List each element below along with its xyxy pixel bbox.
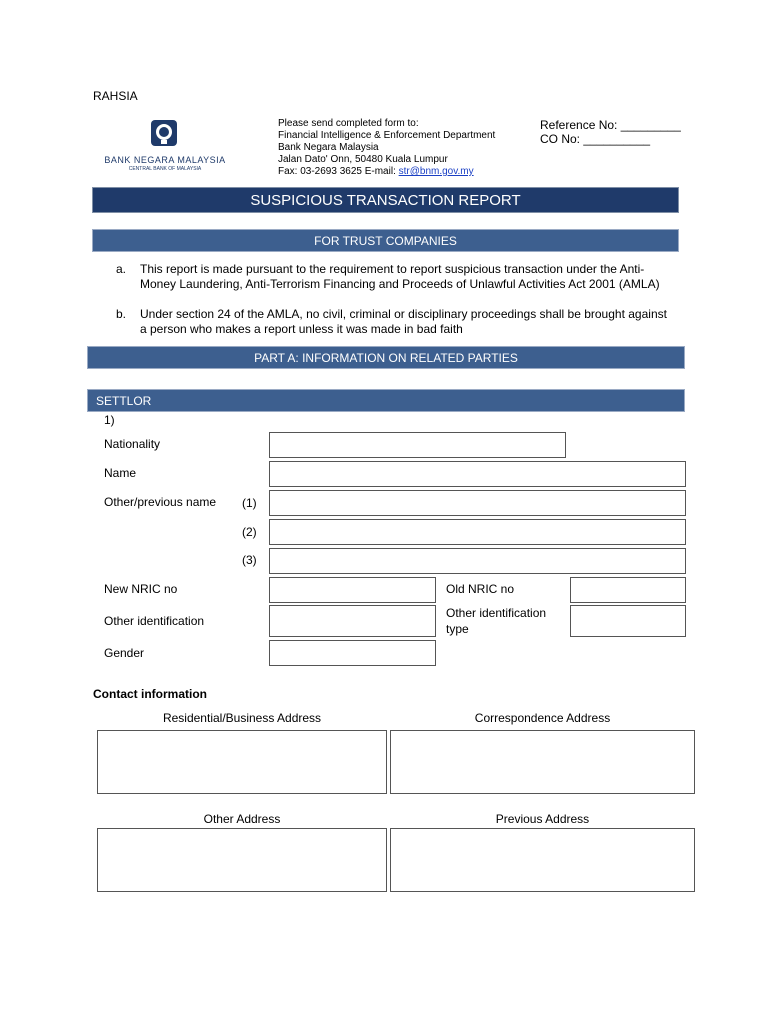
- other-name-3-field[interactable]: [269, 548, 686, 574]
- residential-address-label: Residential/Business Address: [162, 711, 322, 725]
- note-b: [116, 307, 676, 337]
- send-to-block: [278, 118, 495, 178]
- other-name-2-label: (2): [242, 525, 257, 539]
- other-id-field[interactable]: [269, 605, 436, 637]
- settlor-index: 1): [104, 413, 115, 427]
- reference-no: Reference No: _________: [540, 118, 681, 132]
- other-id-type-field[interactable]: [570, 605, 686, 637]
- other-name-label: Other/previous name: [104, 495, 217, 509]
- previous-address-field[interactable]: [390, 828, 695, 892]
- email-link[interactable]: str@bnm.gov.my: [398, 166, 474, 177]
- correspondence-address-field[interactable]: [390, 730, 695, 794]
- note-a-marker: a.: [116, 262, 127, 276]
- other-address-label: Other Address: [203, 812, 281, 826]
- note-a: [116, 262, 676, 292]
- report-title: SUSPICIOUS TRANSACTION REPORT: [92, 187, 679, 213]
- name-field[interactable]: [269, 461, 686, 487]
- other-id-label: Other identification: [104, 614, 205, 628]
- old-nric-field[interactable]: [570, 577, 686, 603]
- gender-field[interactable]: [269, 640, 436, 666]
- bnm-logo-sub: CENTRAL BANK OF MALAYSIA: [128, 166, 202, 172]
- classification-label: RAHSIA: [93, 89, 138, 103]
- nationality-field[interactable]: [269, 432, 566, 458]
- bank-label: Bank Negara Malaysia: [278, 142, 379, 153]
- address-label: Jalan Dato' Onn, 50480 Kuala Lumpur: [278, 154, 448, 165]
- new-nric-label: New NRIC no: [104, 582, 178, 596]
- residential-address-field[interactable]: [97, 730, 387, 794]
- gender-label: Gender: [104, 646, 145, 660]
- old-nric-label: Old NRIC no: [446, 582, 515, 596]
- send-to-label: Please send completed form to:: [278, 118, 419, 129]
- note-a-text: This report is made pursuant to the requirement to report suspicious transaction under the Anti-Money Laundering, Anti-Terrorism Financing and Proceeds of Unlawful Activities Act 2001 (AMLA): [140, 262, 660, 291]
- other-name-1-field[interactable]: [269, 490, 686, 516]
- other-address-field[interactable]: [97, 828, 387, 892]
- department-label: Financial Intelligence & Enforcement Department: [278, 130, 496, 141]
- part-a-heading: PART A: INFORMATION ON RELATED PARTIES: [87, 346, 685, 369]
- other-name-3-label: (3): [242, 553, 257, 567]
- co-no: CO No: __________: [540, 132, 651, 146]
- fax-email-line: [278, 166, 495, 178]
- previous-address-label: Previous Address: [495, 812, 590, 826]
- contact-heading: Contact information: [93, 687, 207, 701]
- bnm-crest-icon: [149, 118, 179, 148]
- bnm-logo-name: BANK NEGARA MALAYSIA: [104, 155, 226, 165]
- note-b-text: Under section 24 of the AMLA, no civil, criminal or disciplinary proceedings shall be brought against a person who makes a report unless it was made in bad faith: [140, 307, 667, 336]
- other-id-type-label: Other identification type: [446, 606, 547, 636]
- bnm-logo: [100, 118, 230, 176]
- report-subtitle: FOR TRUST COMPANIES: [92, 229, 679, 252]
- name-label: Name: [104, 466, 137, 480]
- correspondence-address-label: Correspondence Address: [474, 711, 611, 725]
- reference-block: [540, 118, 681, 146]
- other-name-2-field[interactable]: [269, 519, 686, 545]
- new-nric-field[interactable]: [269, 577, 436, 603]
- other-name-1-label: (1): [242, 496, 257, 510]
- nationality-label: Nationality: [104, 437, 161, 451]
- fax-label: Fax: 03-2693 3625 E-mail:: [278, 166, 399, 177]
- note-b-marker: b.: [116, 307, 127, 321]
- settlor-heading: SETTLOR: [87, 389, 685, 412]
